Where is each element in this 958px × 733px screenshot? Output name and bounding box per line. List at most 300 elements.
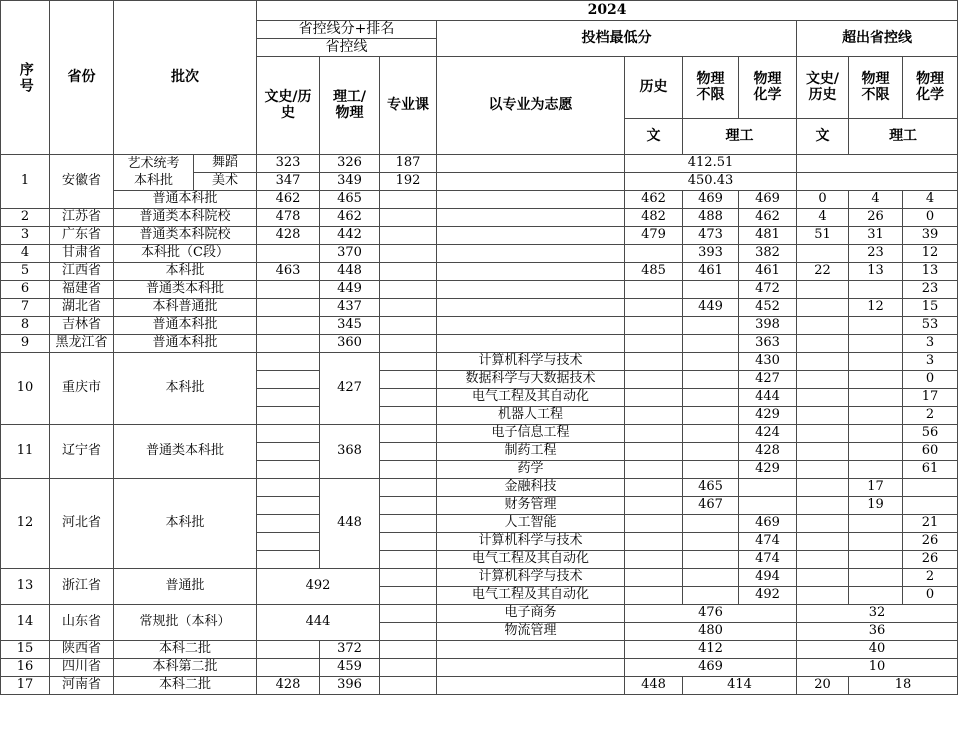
cell-o-ws xyxy=(797,371,849,389)
cell-pc: 382 xyxy=(739,245,797,263)
cell-o-pa: 31 xyxy=(849,227,903,245)
cell-pc: 492 xyxy=(739,587,797,605)
cell-ws xyxy=(257,425,320,443)
cell-over: 10 xyxy=(797,659,958,677)
row-no: 11 xyxy=(1,425,50,479)
cell-o-pa: 19 xyxy=(849,497,903,515)
cell-pc: 452 xyxy=(739,299,797,317)
table-row xyxy=(1,659,958,677)
cell-o-ws xyxy=(797,389,849,407)
cell-o-ws xyxy=(797,497,849,515)
table-row xyxy=(1,299,958,317)
cell-pa: 461 xyxy=(683,263,739,281)
cell-o-ws xyxy=(797,515,849,533)
cell-o-pc: 0 xyxy=(903,587,958,605)
header-over-line: 超出省控线 xyxy=(797,21,958,57)
cell-pa: 469 xyxy=(683,191,739,209)
row-province: 广东省 xyxy=(50,227,114,245)
cell-hist xyxy=(625,317,683,335)
cell-o-pc: 15 xyxy=(903,299,958,317)
cell-major xyxy=(437,245,625,263)
row-batch: 普通本科批 xyxy=(114,335,257,353)
cell-lg: 448 xyxy=(320,263,380,281)
table-row xyxy=(1,569,958,587)
cell-o-pa xyxy=(849,353,903,371)
cell-pa: 467 xyxy=(683,497,739,515)
cell-hist: 479 xyxy=(625,227,683,245)
cell-pc: 398 xyxy=(739,317,797,335)
cell-line: 444 xyxy=(257,605,380,641)
cell-min: 469 xyxy=(625,659,797,677)
cell-lg: 459 xyxy=(320,659,380,677)
cell-o-pa: 4 xyxy=(849,191,903,209)
cell-zy xyxy=(380,443,437,461)
cell-o-pa: 13 xyxy=(849,263,903,281)
cell-lg: 372 xyxy=(320,641,380,659)
cell-zy xyxy=(380,371,437,389)
header-province: 省份 xyxy=(50,1,114,155)
cell-major: 制药工程 xyxy=(437,443,625,461)
cell-major xyxy=(437,173,625,191)
cell-ws xyxy=(257,479,320,497)
table-row xyxy=(1,227,958,245)
cell-pc xyxy=(739,479,797,497)
row-batch: 本科批 xyxy=(114,263,257,281)
cell-o-pa xyxy=(849,587,903,605)
cell-major: 财务管理 xyxy=(437,497,625,515)
cell-major xyxy=(437,317,625,335)
cell-o-pc: 0 xyxy=(903,371,958,389)
cell-hist xyxy=(625,425,683,443)
row-no: 3 xyxy=(1,227,50,245)
cell-pa xyxy=(683,281,739,299)
cell-o-pc xyxy=(903,497,958,515)
cell-major: 电子信息工程 xyxy=(437,425,625,443)
cell-ws xyxy=(257,317,320,335)
cell-o-pa xyxy=(849,515,903,533)
cell-zy xyxy=(380,227,437,245)
cell-hist: 485 xyxy=(625,263,683,281)
row-province: 山东省 xyxy=(50,605,114,641)
cell-zy xyxy=(380,281,437,299)
cell-pa xyxy=(683,587,739,605)
cell-pa xyxy=(683,317,739,335)
cell-o-ws xyxy=(797,425,849,443)
cell-ws: 323 xyxy=(257,155,320,173)
cell-o-ws xyxy=(797,443,849,461)
cell-hist xyxy=(625,533,683,551)
row-batch: 常规批（本科） xyxy=(114,605,257,641)
cell-li-min: 414 xyxy=(683,677,797,695)
row-province: 福建省 xyxy=(50,281,114,299)
cell-lg: 437 xyxy=(320,299,380,317)
cell-zy xyxy=(380,641,437,659)
cell-o-ws xyxy=(797,299,849,317)
row-batch: 普通类本科院校 xyxy=(114,209,257,227)
cell-zy: 187 xyxy=(380,155,437,173)
cell-hist xyxy=(625,515,683,533)
cell-major xyxy=(437,227,625,245)
cell-ws: 478 xyxy=(257,209,320,227)
cell-over: 40 xyxy=(797,641,958,659)
cell-lg: 370 xyxy=(320,245,380,263)
row-batch: 本科第二批 xyxy=(114,659,257,677)
cell-pa xyxy=(683,533,739,551)
cell-major: 机器人工程 xyxy=(437,407,625,425)
cell-major: 电气工程及其自动化 xyxy=(437,551,625,569)
cell-ws xyxy=(257,659,320,677)
cell-o-ws xyxy=(797,551,849,569)
cell-pc xyxy=(739,497,797,515)
cell-pa: 488 xyxy=(683,209,739,227)
cell-o-pc: 61 xyxy=(903,461,958,479)
cell-o-pc: 56 xyxy=(903,425,958,443)
cell-hist xyxy=(625,569,683,587)
cell-hist xyxy=(625,443,683,461)
cell-pc: 474 xyxy=(739,551,797,569)
table-header xyxy=(1,1,958,155)
cell-min: 476 xyxy=(625,605,797,623)
cell-pc: 429 xyxy=(739,461,797,479)
cell-major: 计算机科学与技术 xyxy=(437,353,625,371)
row-batch-arts2: 本科批 xyxy=(114,173,194,191)
table-row xyxy=(1,155,958,173)
cell-o-pc xyxy=(903,479,958,497)
cell-pa xyxy=(683,551,739,569)
cell-o-pc: 3 xyxy=(903,353,958,371)
cell-o-pa: 23 xyxy=(849,245,903,263)
cell-over xyxy=(797,155,958,173)
cell-major: 电气工程及其自动化 xyxy=(437,389,625,407)
cell-o-pc: 53 xyxy=(903,317,958,335)
cell-o-ws: 0 xyxy=(797,191,849,209)
cell-min: 412 xyxy=(625,641,797,659)
cell-o-pa xyxy=(849,335,903,353)
cell-pc: 481 xyxy=(739,227,797,245)
row-no: 10 xyxy=(1,353,50,425)
row-batch: 普通类本科院校 xyxy=(114,227,257,245)
header-physics-chem2: 物理化学 xyxy=(903,57,958,119)
cell-hist: 462 xyxy=(625,191,683,209)
table-row xyxy=(1,209,958,227)
cell-zy xyxy=(380,407,437,425)
cell-pc: 472 xyxy=(739,281,797,299)
cell-major xyxy=(437,263,625,281)
row-province: 河南省 xyxy=(50,677,114,695)
header-control-line: 省控线 xyxy=(257,39,437,57)
cell-major xyxy=(437,335,625,353)
cell-zy xyxy=(380,461,437,479)
cell-o-pa xyxy=(849,281,903,299)
row-province: 陕西省 xyxy=(50,641,114,659)
table-row xyxy=(1,245,958,263)
header-wen2: 文 xyxy=(797,119,849,155)
header-history: 历史 xyxy=(625,57,683,119)
cell-min: 450.43 xyxy=(625,173,797,191)
cell-pa xyxy=(683,569,739,587)
cell-zy xyxy=(380,479,437,497)
header-by-major: 以专业为志愿 xyxy=(437,57,625,155)
cell-o-pc: 39 xyxy=(903,227,958,245)
table-row xyxy=(1,479,958,497)
cell-hist xyxy=(625,497,683,515)
row-batch: 本科普通批 xyxy=(114,299,257,317)
cell-zy xyxy=(380,677,437,695)
header-min-score: 投档最低分 xyxy=(437,21,797,57)
cell-zy xyxy=(380,497,437,515)
cell-o-ws xyxy=(797,281,849,299)
row-no: 14 xyxy=(1,605,50,641)
cell-o-pc: 23 xyxy=(903,281,958,299)
cell-pa xyxy=(683,353,739,371)
cell-o-pa: 26 xyxy=(849,209,903,227)
row-batch: 本科二批 xyxy=(114,641,257,659)
cell-pc: 469 xyxy=(739,191,797,209)
cell-major: 药学 xyxy=(437,461,625,479)
header-year: 2024 xyxy=(257,1,958,21)
row-province: 辽宁省 xyxy=(50,425,114,479)
cell-hist xyxy=(625,299,683,317)
cell-major xyxy=(437,191,625,209)
cell-pc: 461 xyxy=(739,263,797,281)
cell-lg: 448 xyxy=(320,479,380,569)
row-province: 四川省 xyxy=(50,659,114,677)
cell-lg: 360 xyxy=(320,335,380,353)
header-batch: 批次 xyxy=(114,1,257,155)
cell-major: 计算机科学与技术 xyxy=(437,533,625,551)
cell-hist xyxy=(625,245,683,263)
header-physics-any2: 物理不限 xyxy=(849,57,903,119)
cell-o-ws xyxy=(797,407,849,425)
table-row xyxy=(1,677,958,695)
cell-o-pc: 0 xyxy=(903,209,958,227)
cell-min: 480 xyxy=(625,623,797,641)
cell-hist xyxy=(625,335,683,353)
cell-pc: 429 xyxy=(739,407,797,425)
row-batch: 普通类本科批 xyxy=(114,425,257,479)
cell-pa xyxy=(683,443,739,461)
cell-lg: 345 xyxy=(320,317,380,335)
table-row xyxy=(1,191,958,209)
cell-ws: 347 xyxy=(257,173,320,191)
cell-hist xyxy=(625,587,683,605)
row-province: 江苏省 xyxy=(50,209,114,227)
cell-ws xyxy=(257,533,320,551)
row-no: 5 xyxy=(1,263,50,281)
cell-o-pc: 13 xyxy=(903,263,958,281)
cell-o-pc: 3 xyxy=(903,335,958,353)
cell-lg: 349 xyxy=(320,173,380,191)
header-physics-chem: 物理化学 xyxy=(739,57,797,119)
cell-pc: 474 xyxy=(739,533,797,551)
cell-o-pa xyxy=(849,389,903,407)
cell-pa: 449 xyxy=(683,299,739,317)
cell-major: 电气工程及其自动化 xyxy=(437,587,625,605)
cell-ws xyxy=(257,353,320,371)
cell-pa xyxy=(683,371,739,389)
cell-ws: 462 xyxy=(257,191,320,209)
cell-major xyxy=(437,155,625,173)
row-no: 16 xyxy=(1,659,50,677)
row-no: 4 xyxy=(1,245,50,263)
row-province: 重庆市 xyxy=(50,353,114,425)
row-province: 黑龙江省 xyxy=(50,335,114,353)
row-province: 浙江省 xyxy=(50,569,114,605)
row-batch-dance: 舞蹈 xyxy=(194,155,257,173)
row-no: 6 xyxy=(1,281,50,299)
cell-major xyxy=(437,641,625,659)
row-no: 13 xyxy=(1,569,50,605)
cell-zy xyxy=(380,623,437,641)
cell-o-ws xyxy=(797,335,849,353)
cell-o-pa xyxy=(849,569,903,587)
cell-hist xyxy=(625,389,683,407)
cell-major xyxy=(437,659,625,677)
cell-pa xyxy=(683,515,739,533)
row-no: 12 xyxy=(1,479,50,569)
cell-hist xyxy=(625,353,683,371)
cell-ws xyxy=(257,407,320,425)
cell-pa: 465 xyxy=(683,479,739,497)
cell-major: 数据科学与大数据技术 xyxy=(437,371,625,389)
cell-o-ws xyxy=(797,461,849,479)
cell-zy xyxy=(380,353,437,371)
cell-o-pa: 12 xyxy=(849,299,903,317)
cell-o-pc: 4 xyxy=(903,191,958,209)
row-no: 17 xyxy=(1,677,50,695)
header-physics-any: 物理不限 xyxy=(683,57,739,119)
cell-pc: 444 xyxy=(739,389,797,407)
cell-zy xyxy=(380,335,437,353)
cell-zy xyxy=(380,263,437,281)
cell-pa: 393 xyxy=(683,245,739,263)
cell-zy: 192 xyxy=(380,173,437,191)
row-no: 15 xyxy=(1,641,50,659)
header-no: 序号 xyxy=(1,1,50,155)
cell-pc: 428 xyxy=(739,443,797,461)
cell-major xyxy=(437,209,625,227)
cell-major: 电子商务 xyxy=(437,605,625,623)
cell-major: 金融科技 xyxy=(437,479,625,497)
cell-pc: 427 xyxy=(739,371,797,389)
header-wenshi: 文史/历史 xyxy=(257,57,320,155)
cell-o-pc: 21 xyxy=(903,515,958,533)
cell-o-pa xyxy=(849,407,903,425)
cell-ws xyxy=(257,641,320,659)
cell-o-ws xyxy=(797,479,849,497)
cell-o-pa xyxy=(849,425,903,443)
row-no: 9 xyxy=(1,335,50,353)
cell-ws xyxy=(257,281,320,299)
cell-pc: 469 xyxy=(739,515,797,533)
cell-o-ws xyxy=(797,587,849,605)
cell-o-wen: 20 xyxy=(797,677,849,695)
cell-major: 物流管理 xyxy=(437,623,625,641)
cell-ws xyxy=(257,245,320,263)
header-wenshi2: 文史/历史 xyxy=(797,57,849,119)
row-province: 河北省 xyxy=(50,479,114,569)
header-control-rank: 省控线分+排名 xyxy=(257,21,437,39)
table-row xyxy=(1,641,958,659)
cell-o-ws xyxy=(797,245,849,263)
cell-zy xyxy=(380,191,437,209)
row-batch-arts: 艺术统考 xyxy=(114,155,194,173)
cell-hist: 482 xyxy=(625,209,683,227)
cell-pa xyxy=(683,389,739,407)
cell-o-pc: 2 xyxy=(903,407,958,425)
cell-pc: 430 xyxy=(739,353,797,371)
cell-major: 人工智能 xyxy=(437,515,625,533)
cell-ws xyxy=(257,389,320,407)
cell-o-pa xyxy=(849,461,903,479)
cell-ws: 428 xyxy=(257,227,320,245)
table-row xyxy=(1,317,958,335)
cell-o-pa xyxy=(849,533,903,551)
cell-ws xyxy=(257,335,320,353)
cell-ws xyxy=(257,299,320,317)
cell-o-ws xyxy=(797,317,849,335)
cell-o-ws xyxy=(797,353,849,371)
header-li2: 理工 xyxy=(849,119,958,155)
cell-lg: 442 xyxy=(320,227,380,245)
cell-o-pc: 2 xyxy=(903,569,958,587)
cell-hist xyxy=(625,479,683,497)
table-row xyxy=(1,263,958,281)
cell-pc: 462 xyxy=(739,209,797,227)
cell-zy xyxy=(380,587,437,605)
row-no: 7 xyxy=(1,299,50,317)
cell-lg: 462 xyxy=(320,209,380,227)
row-batch: 本科批 xyxy=(114,353,257,425)
cell-o-pa: 17 xyxy=(849,479,903,497)
cell-zy xyxy=(380,209,437,227)
cell-line: 492 xyxy=(257,569,380,605)
cell-ws xyxy=(257,443,320,461)
cell-hist xyxy=(625,461,683,479)
cell-pc: 363 xyxy=(739,335,797,353)
header-ligong: 理工/物理 xyxy=(320,57,380,155)
cell-o-ws xyxy=(797,533,849,551)
cell-pc: 494 xyxy=(739,569,797,587)
table-row xyxy=(1,425,958,443)
cell-major: 计算机科学与技术 xyxy=(437,569,625,587)
table-row xyxy=(1,281,958,299)
cell-o-pa xyxy=(849,551,903,569)
cell-pa xyxy=(683,461,739,479)
cell-ws xyxy=(257,515,320,533)
cell-zy xyxy=(380,245,437,263)
cell-major xyxy=(437,281,625,299)
row-province: 江西省 xyxy=(50,263,114,281)
cell-o-ws: 22 xyxy=(797,263,849,281)
cell-o-pc: 12 xyxy=(903,245,958,263)
cell-ws xyxy=(257,551,320,569)
cell-major xyxy=(437,677,625,695)
table-row xyxy=(1,605,958,623)
cell-pa xyxy=(683,335,739,353)
cell-zy xyxy=(380,605,437,623)
row-batch: 普通类本科批 xyxy=(114,281,257,299)
cell-over: 36 xyxy=(797,623,958,641)
cell-over: 32 xyxy=(797,605,958,623)
cell-o-ws: 4 xyxy=(797,209,849,227)
cell-pa xyxy=(683,407,739,425)
cell-hist xyxy=(625,371,683,389)
cell-zy xyxy=(380,659,437,677)
cell-o-pa xyxy=(849,317,903,335)
cell-zy xyxy=(380,551,437,569)
cell-pa: 473 xyxy=(683,227,739,245)
